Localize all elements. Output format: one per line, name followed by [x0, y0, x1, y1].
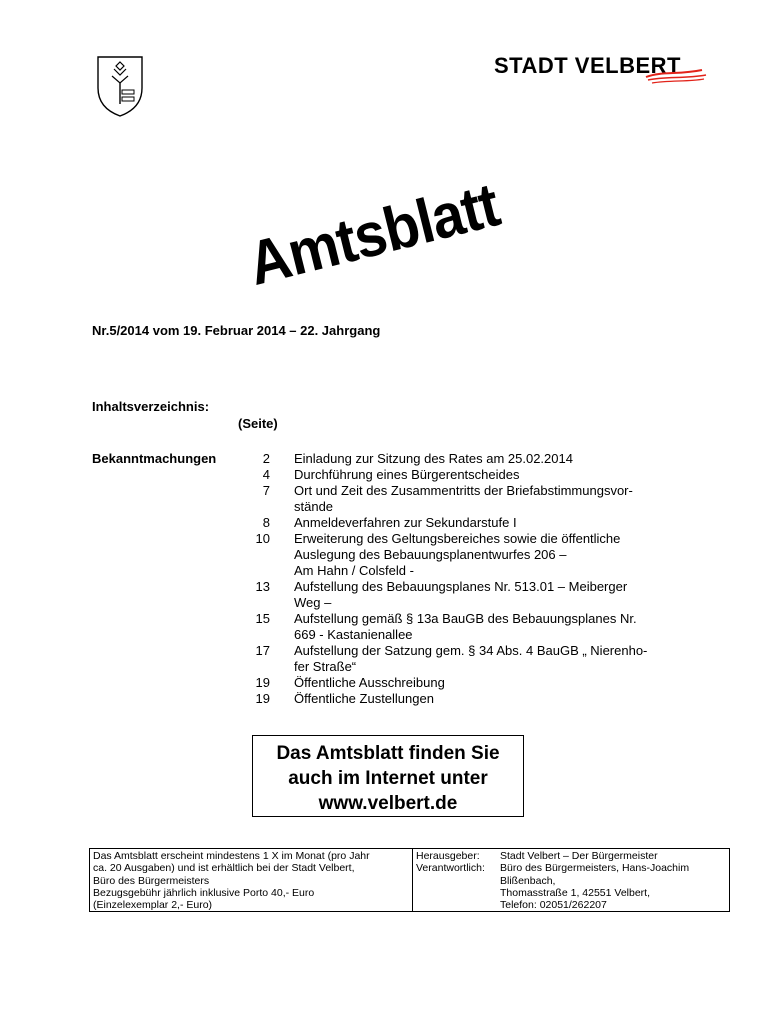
toc-entry-page: 7: [262, 483, 270, 498]
internet-notice-box: [252, 735, 524, 817]
publisher-label: Herausgeber:: [416, 850, 480, 862]
toc-entry-text: Anmeldeverfahren zur Sekundarstufe I: [294, 515, 517, 530]
coat-of-arms-icon: [95, 54, 145, 118]
toc-entry-page: 17: [255, 643, 270, 658]
toc-entry: [240, 531, 680, 579]
spacer: [416, 875, 500, 887]
toc-entry-page: 8: [262, 515, 270, 530]
responsible-row-cont: [416, 875, 726, 887]
toc-entry-page: 4: [262, 467, 270, 482]
document-title: Amtsblatt: [241, 170, 506, 299]
imprint-text: Das Amtsblatt erscheint mindestens 1 X im Monat (pro Jahr: [93, 850, 370, 862]
imprint-divider: [412, 849, 413, 911]
spacer: [416, 887, 500, 899]
stadt-velbert-logo: [494, 53, 714, 89]
toc-entry-text: Erweiterung des Geltungsbereiches sowie die öffentliche Auslegung des Bebauungsplanentwurfes 206 – Am Hahn / Colsfeld -: [294, 531, 621, 578]
toc-entry-page: 19: [255, 691, 270, 706]
responsible-label: Verantwortlich:: [416, 862, 485, 875]
red-swoosh-icon: [644, 67, 708, 87]
toc-entry: [240, 643, 680, 675]
publisher-value: Stadt Velbert – Der Bürgermeister: [500, 850, 658, 862]
phone-row: [416, 899, 726, 911]
internet-notice-line1: Das Amtsblatt finden Sie: [276, 743, 500, 764]
toc-entry-page: 15: [255, 611, 270, 626]
imprint-text: Büro des Bürgermeisters: [93, 874, 210, 887]
address-value: Thomasstraße 1, 42551 Velbert,: [500, 886, 650, 899]
toc-entry-page: 19: [255, 675, 270, 690]
toc-entry: [240, 579, 680, 611]
toc-entry: [240, 483, 680, 515]
imprint-text: (Einzelexemplar 2,- Euro): [93, 899, 213, 912]
toc-entry-text: Aufstellung gemäß § 13a BauGB des Bebauungsplanes Nr. 669 - Kastanienallee: [294, 611, 637, 642]
toc-entry-text: Durchführung eines Bürgerentscheides: [294, 467, 520, 482]
publisher-row: [416, 850, 726, 862]
imprint-left: [93, 850, 409, 911]
toc-entry: [240, 691, 680, 707]
toc-entry-page: 13: [255, 579, 270, 594]
responsible-row: [416, 862, 726, 874]
toc-entry-text: Öffentliche Ausschreibung: [294, 675, 445, 690]
toc-entry: [240, 451, 680, 467]
toc-entry-text: Öffentliche Zustellungen: [294, 691, 434, 706]
imprint-box: [89, 848, 730, 912]
toc-entry-text: Einladung zur Sitzung des Rates am 25.02.2014: [294, 451, 573, 466]
section-label: Bekanntmachungen: [92, 451, 217, 466]
toc-entry-page: 10: [255, 531, 270, 546]
responsible-value: Büro des Bürgermeisters, Hans-Joachim: [500, 862, 690, 875]
logo-text: STADT VELBERT: [494, 53, 681, 78]
spacer: [416, 899, 500, 911]
toc-entry: [240, 675, 680, 691]
toc-list: [240, 451, 680, 707]
toc-entry: [240, 467, 680, 483]
toc-entry-page: 2: [262, 451, 270, 466]
internet-notice-line2: auch im Internet unter: [288, 768, 488, 789]
internet-notice-url[interactable]: www.velbert.de: [318, 793, 458, 814]
phone-value: Telefon: 02051/262207: [500, 899, 607, 912]
issue-line: Nr.5/2014 vom 19. Februar 2014 – 22. Jahrgang: [92, 323, 381, 338]
toc-entry: [240, 515, 680, 531]
toc-entry: [240, 611, 680, 643]
imprint-text: ca. 20 Ausgaben) und ist erhältlich bei der Stadt Velbert,: [93, 862, 355, 875]
imprint-right: [416, 850, 726, 911]
toc-heading: Inhaltsverzeichnis:: [92, 399, 210, 414]
responsible-value-cont: Blißenbach,: [500, 874, 556, 887]
imprint-text: Bezugsgebühr jährlich inklusive Porto 40,- Euro: [93, 886, 315, 899]
toc-entry-text: Ort und Zeit des Zusammentritts der Briefabstimmungsvor- stände: [294, 483, 633, 514]
toc-entry-text: Aufstellung des Bebauungsplanes Nr. 513.01 – Meiberger Weg –: [294, 579, 628, 610]
address-row: [416, 887, 726, 899]
toc-page-column-label: (Seite): [238, 416, 278, 431]
toc-entry-text: Aufstellung der Satzung gem. § 34 Abs. 4 BauGB „ Nierenho- fer Straße“: [294, 643, 648, 674]
